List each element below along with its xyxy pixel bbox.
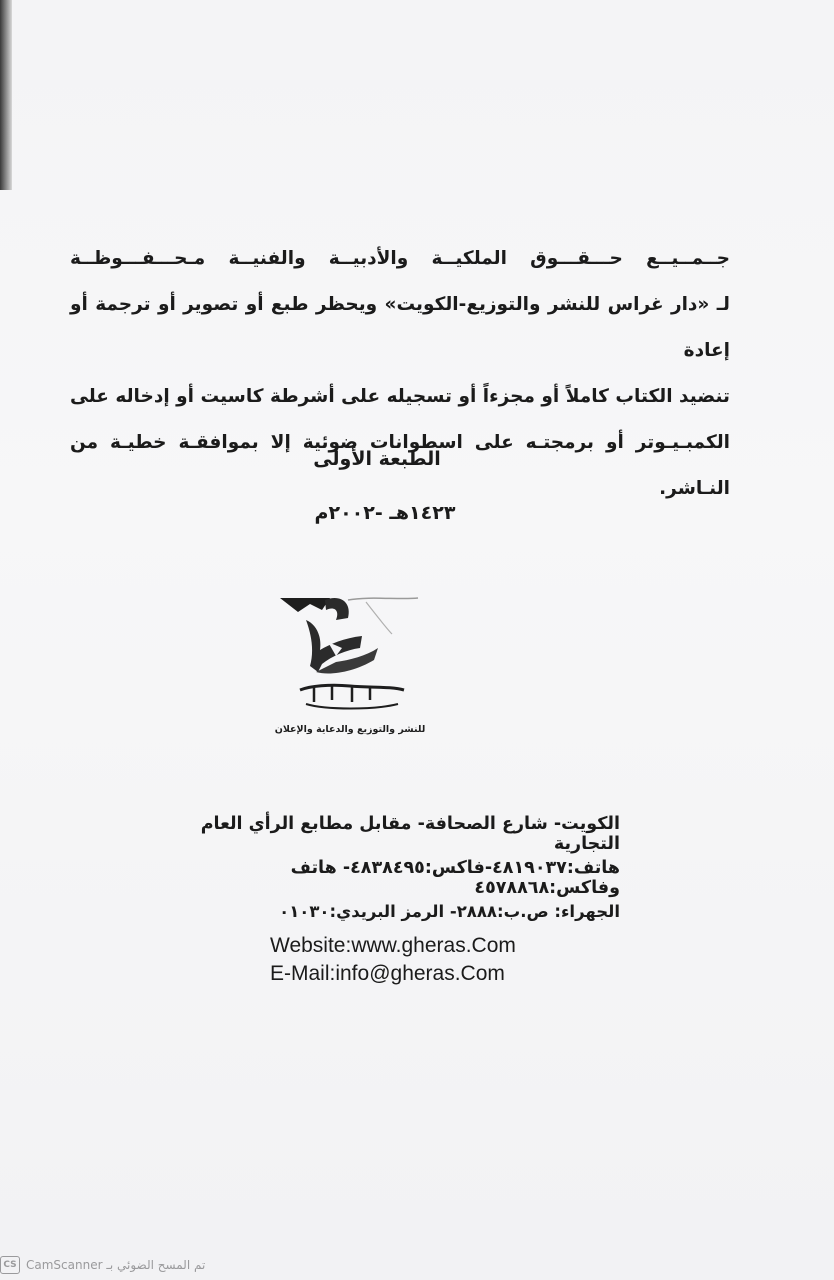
edition-year: ١٤٢٣هـ -٢٠٠٢م [314,502,456,524]
copyright-line-3: تنضيد الكتاب كاملاً أو مجزءاً أو تسجيله على أشرطة كاسيت أو إدخاله على [70,386,730,407]
copyright-notice [70,236,730,512]
email-text: E-Mail:info@gheras.Com [270,962,505,985]
copyright-line-1: جــمــيــع حـــقـــوق الملكيــة والأدبيــة والفنيــة مـحـــفـــوظــة [70,248,730,269]
publisher-logo [270,590,430,750]
address-line: الكويت- شارع الصحافة- مقابل مطابع الرأي العام التجارية [200,814,620,854]
copyright-line-4: الكمبـيـوتر أو برمجتـه على اسطوانات ضوئية إلا بموافقـة خطيـة من النـاشر. [70,432,730,499]
copyright-line-2: لـ «دار غراس للنشر والتوزيع-الكويت» ويحظر طبع أو تصوير أو ترجمة أو إعادة [70,294,730,361]
logo-tagline: للنشر والتوزيع والدعاية والإعلان [274,724,426,735]
edition-label: الطبعة الأولى [313,448,441,470]
phone-fax-line: هاتف:٤٨١٩٠٣٧-فاكس:٤٨٣٨٤٩٥- هاتف وفاكس:٤٥٧٨٨٦٨ [290,858,620,898]
page-edge-shadow [0,0,12,190]
camscanner-icon: CS [0,1256,20,1274]
camscanner-watermark [0,1254,205,1276]
po-box-line: الجهراء: ص.ب:٢٨٨٨- الرمز البريدي:٠١٠٣٠ [279,902,620,921]
camscanner-text: تم المسح الضوئي بـ CamScanner [26,1258,206,1272]
website-text: Website:www.gheras.Com [270,934,516,957]
